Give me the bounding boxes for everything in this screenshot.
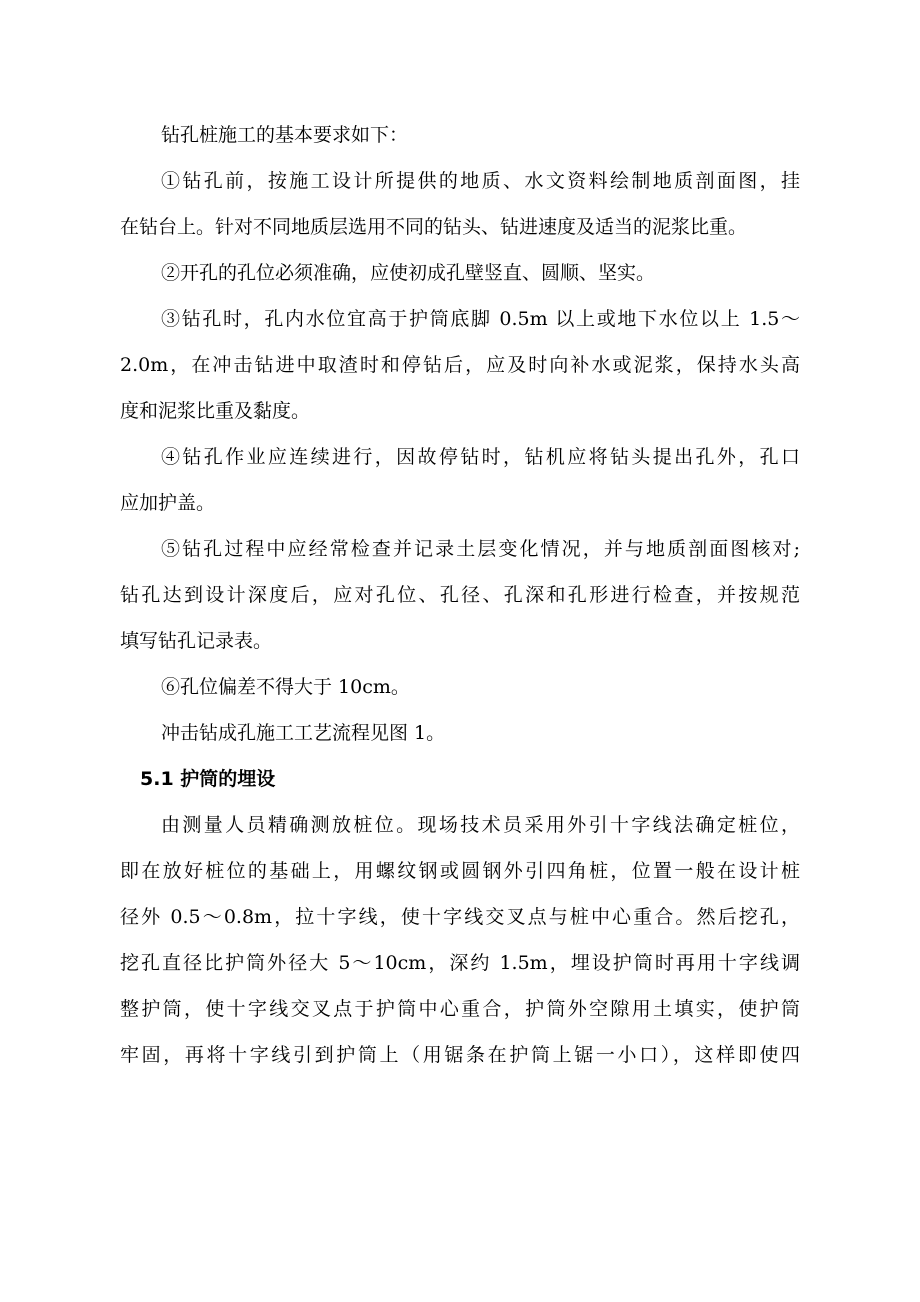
- text-line: 挖孔直径比护筒外径大 5～10cm，深约 1.5m，埋设护筒时再用十字线调: [120, 952, 800, 974]
- text-line: ②开孔的孔位必须准确，应使初成孔壁竖直、圆顺、坚实。: [161, 262, 656, 284]
- document-page: [120, 112, 800, 1078]
- text-line: 钻孔达到设计深度后，应对孔位、孔径、孔深和孔形进行检查，并按规范: [120, 584, 800, 606]
- text-line: ⑤钻孔过程中应经常检查并记录土层变化情况，并与地质剖面图核对;: [161, 538, 800, 560]
- requirement-item-2: [120, 250, 800, 296]
- requirement-item-5: [120, 526, 800, 664]
- text-line: 在钻台上。针对不同地质层选用不同的钻头、钻进速度及适当的泥浆比重。: [120, 216, 748, 238]
- flow-reference-paragraph: [120, 710, 800, 756]
- text-line: 2.0m，在冲击钻进中取渣时和停钻后，应及时向补水或泥浆，保持水头高: [120, 354, 800, 376]
- requirement-item-1: [120, 158, 800, 250]
- requirement-item-4: [120, 434, 800, 526]
- text-line: 钻孔桩施工的基本要求如下：: [161, 124, 409, 146]
- text-line: ①钻孔前，按施工设计所提供的地质、水文资料绘制地质剖面图，挂: [161, 170, 800, 192]
- text-line: 填写钻孔记录表。: [120, 630, 273, 652]
- text-line: 度和泥浆比重及黏度。: [120, 400, 311, 422]
- requirement-item-6: [120, 664, 800, 710]
- text-line: 冲击钻成孔施工工艺流程见图 1。: [161, 722, 446, 744]
- text-line: 牢固，再将十字线引到护筒上（用锯条在护筒上锯一小口），这样即使四: [120, 1044, 800, 1066]
- section-body-paragraph: [120, 802, 800, 1078]
- text-line: 即在放好桩位的基础上，用螺纹钢或圆钢外引四角桩，位置一般在设计桩: [120, 860, 800, 882]
- text-line: 径外 0.5～0.8m，拉十字线，使十字线交叉点与桩中心重合。然后挖孔，: [120, 906, 800, 928]
- text-line: 应加护盖。: [120, 492, 216, 514]
- section-heading: 5.1 护筒的埋设: [140, 768, 276, 790]
- intro-paragraph: [120, 112, 800, 158]
- text-line: ③钻孔时，孔内水位宜高于护筒底脚 0.5m 以上或地下水位以上 1.5～: [161, 308, 800, 330]
- text-line: 整护筒，使十字线交叉点于护筒中心重合，护筒外空隙用土填实，使护筒: [120, 998, 800, 1020]
- text-line: ⑥孔位偏差不得大于 10cm。: [161, 676, 410, 698]
- requirement-item-3: [120, 296, 800, 434]
- text-line: 由测量人员精确测放桩位。现场技术员采用外引十字线法确定桩位，: [161, 814, 800, 836]
- text-line: ④钻孔作业应连续进行，因故停钻时，钻机应将钻头提出孔外，孔口: [161, 446, 800, 468]
